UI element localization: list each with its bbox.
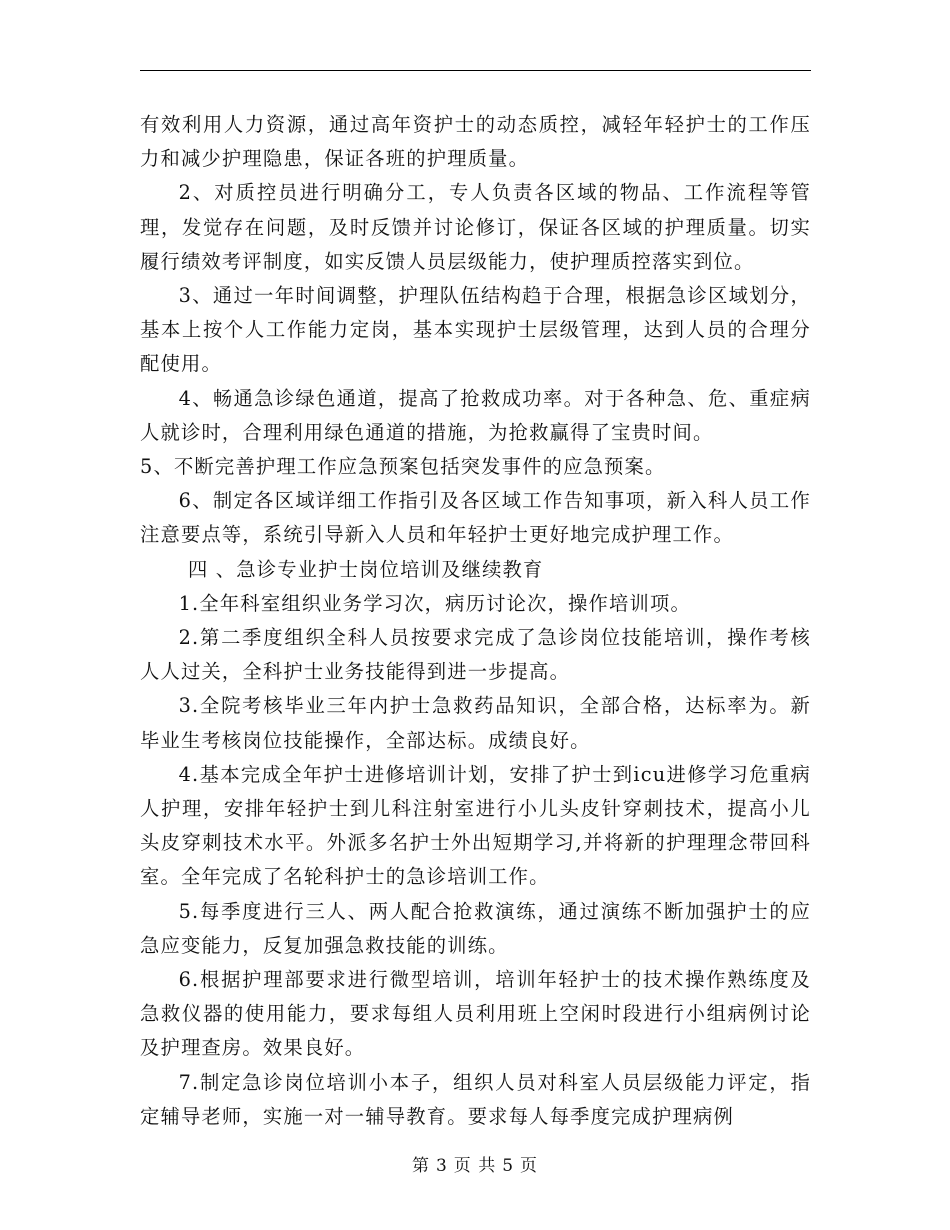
- paragraph: 6.根据护理部要求进行微型培训，培训年轻护士的技术操作熟练度及急救仪器的使用能力，要求每组人员利用班上空闲时段进行小组病例讨论及护理查房。效果良好。: [140, 968, 811, 1060]
- paragraph: 3、通过一年时间调整，护理队伍结构趋于合理，根据急诊区域划分，基本上按个人工作能力定岗，基本实现护士层级管理，达到人员的合理分配使用。: [140, 284, 811, 376]
- body-text: [140, 108, 811, 1134]
- footer-prefix: 第: [411, 1156, 430, 1176]
- page-footer: [0, 1151, 950, 1176]
- footer-suffix: 页: [520, 1156, 539, 1176]
- paragraph: 5.每季度进行三人、两人配合抢救演练，通过演练不断加强护士的应急应变能力，反复加强急救技能的训练。: [140, 899, 811, 957]
- paragraph: 3.全院考核毕业三年内护士急救药品知识，全部合格，达标率为。新毕业生考核岗位技能操作，全部达标。成绩良好。: [140, 694, 811, 752]
- paragraph: 6、制定各区域详细工作指引及各区域工作告知事项，新入科人员工作注意要点等，系统引导新入人员和年轻护士更好地完成护理工作。: [140, 489, 811, 547]
- section-heading: 四 、急诊专业护士岗位培训及继续教育: [188, 557, 544, 581]
- paragraph: 有效利用人力资源，通过高年资护士的动态质控，减轻年轻护士的工作压力和减少护理隐患，保证各班的护理质量。: [140, 113, 811, 171]
- paragraph: 4.基本完成全年护士进修培训计划，安排了护士到icu进修学习危重病人护理，安排年轻护士到儿科注射室进行小儿头皮针穿刺技术，提高小儿头皮穿刺技术水平。外派多名护士外出短期学习,并将新的护理理念带回科室。全年完成了名轮科护士的急诊培训工作。: [140, 762, 811, 889]
- header-rule: [140, 70, 811, 71]
- paragraph: 4、畅通急诊绿色通道，提高了抢救成功率。对于各种急、危、重症病人就诊时，合理利用绿色通道的措施，为抢救赢得了宝贵时间。: [140, 386, 811, 444]
- paragraph: 2.第二季度组织全科人员按要求完成了急诊岗位技能培训，操作考核人人过关，全科护士业务技能得到进一步提高。: [140, 626, 811, 684]
- paragraph: 1.全年科室组织业务学习次，病历讨论次，操作培训项。: [178, 591, 691, 615]
- footer-total-pages: 5: [502, 1156, 515, 1176]
- footer-middle: 页 共: [453, 1156, 497, 1176]
- paragraph: 5、不断完善护理工作应急预案包括突发事件的应急预案。: [140, 455, 666, 479]
- paragraph: 2、对质控员进行明确分工，专人负责各区域的物品、工作流程等管理，发觉存在问题，及时反馈并讨论修订，保证各区域的护理质量。切实履行绩效考评制度，如实反馈人员层级能力，使护理质控落实到位。: [140, 181, 811, 273]
- footer-page-number: 3: [435, 1156, 448, 1176]
- paragraph: 7.制定急诊岗位培训小本子，组织人员对科室人员层级能力评定，指定辅导老师，实施一对一辅导教育。要求每人每季度完成护理病例: [140, 1070, 811, 1128]
